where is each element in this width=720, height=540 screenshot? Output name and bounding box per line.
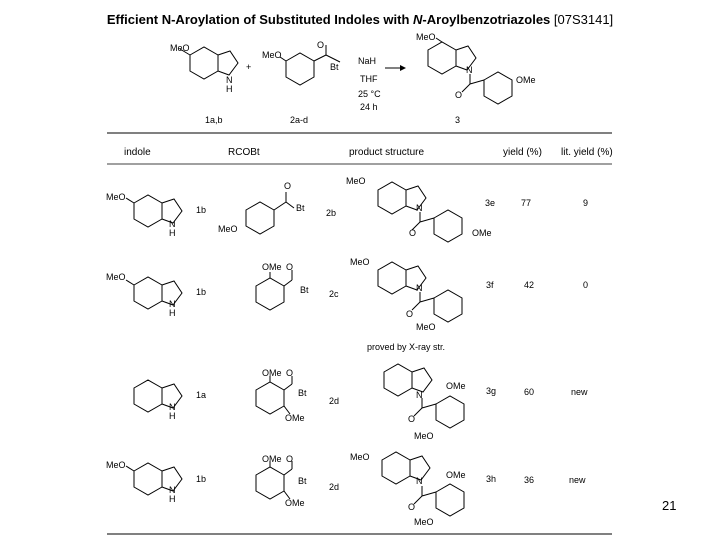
table-row — [134, 364, 588, 441]
row-yield: 36 — [524, 475, 535, 485]
title-source: [07S3141] — [553, 12, 614, 27]
row-product-label: 3f — [486, 280, 494, 290]
row-product-structure — [350, 452, 466, 527]
row-acyl-sub1: MeO — [218, 224, 238, 234]
row-acyl-structure — [256, 262, 309, 310]
row-acyl-sub2: OMe — [285, 413, 305, 423]
row-lit-yield: new — [569, 475, 586, 485]
scheme-acyl-structure — [262, 40, 340, 85]
title-italic: N — [413, 12, 423, 27]
scheme-indole-structure — [170, 43, 238, 94]
row-product-n: N — [416, 203, 423, 213]
row-indole-meo: MeO — [106, 192, 126, 202]
row-product-structure — [350, 257, 462, 332]
row-acyl-o: O — [286, 454, 294, 464]
row-acyl-bt: Bt — [296, 203, 305, 213]
scheme-product-o: O — [455, 90, 463, 100]
row-product-n: N — [416, 390, 423, 400]
row-indole-structure — [134, 380, 182, 421]
row-product-o: O — [408, 502, 416, 512]
row-product-sub2: MeO — [414, 431, 434, 441]
row-indole-n: N — [169, 299, 176, 309]
scheme-temp: 25 °C — [358, 89, 381, 99]
label-indole: 1a,b — [205, 115, 223, 125]
row-acyl-o: O — [286, 262, 294, 272]
header-yield: yield (%) — [503, 147, 542, 158]
label-acyl: 2a-d — [290, 115, 309, 125]
row-indole-n: N — [169, 485, 176, 495]
scheme-product-ome: OMe — [516, 75, 536, 85]
scheme-plus: + — [246, 62, 252, 72]
scheme-product-meo: MeO — [416, 32, 436, 42]
row-acyl-bt: Bt — [300, 285, 309, 295]
row-indole-structure — [106, 192, 182, 238]
scheme-bt: Bt — [330, 62, 339, 72]
scheme-arrowhead — [400, 65, 406, 71]
row-acyl-label: 2d — [329, 396, 340, 406]
row-acyl-structure — [256, 454, 307, 508]
row-product-meo: MeO — [350, 257, 370, 267]
row-acyl-structure — [256, 368, 307, 423]
row-acyl-sub1: OMe — [262, 368, 282, 378]
row-product-structure — [384, 364, 466, 441]
row-indole-meo: MeO — [106, 272, 126, 282]
row-product-label: 3e — [485, 198, 496, 208]
title-rest: -Aroylbenzotriazoles — [422, 12, 554, 27]
row-product-sub1: MeO — [416, 322, 436, 332]
row-indole-label: 1b — [196, 287, 207, 297]
row-product-sub1: OMe — [446, 381, 466, 391]
row-lit-yield: 9 — [583, 198, 589, 208]
row-indole-h: H — [169, 228, 176, 238]
row-indole-n: N — [169, 219, 176, 229]
row-acyl-o: O — [284, 181, 292, 191]
row-indole-n: N — [169, 402, 176, 412]
row-product-o: O — [406, 309, 414, 319]
row-product-n: N — [416, 283, 423, 293]
row-product-structure — [346, 176, 492, 242]
header-indole: indole — [124, 147, 151, 158]
row-acyl-label: 2c — [329, 289, 339, 299]
row-acyl-label: 2b — [326, 208, 337, 218]
row-product-o: O — [409, 228, 417, 238]
scheme-reagent: NaH — [358, 56, 377, 66]
row-product-meo: MeO — [350, 452, 370, 462]
row-acyl-bt: Bt — [298, 388, 307, 398]
scheme-h: H — [226, 84, 233, 94]
page-number: 21 — [662, 498, 677, 513]
row-acyl-label: 2d — [329, 482, 340, 492]
row-indole-h: H — [169, 411, 176, 421]
row-product-sub1: OMe — [472, 228, 492, 238]
row-yield: 77 — [521, 198, 532, 208]
table-row — [106, 257, 588, 352]
row-indole-label: 1b — [196, 474, 207, 484]
row-indole-h: H — [169, 494, 176, 504]
row-acyl-sub1: OMe — [262, 454, 282, 464]
scheme-solvent: THF — [360, 74, 378, 84]
row-product-sub1: OMe — [446, 470, 466, 480]
row-product-n: N — [416, 476, 423, 486]
row-acyl-bt: Bt — [298, 476, 307, 486]
table-row — [106, 452, 586, 527]
header-product: product structure — [349, 147, 425, 158]
row-acyl-o: O — [286, 368, 294, 378]
scheme-product-n: N — [466, 65, 473, 75]
table-row — [106, 176, 588, 242]
row-indole-meo: MeO — [106, 460, 126, 470]
scheme-n: N — [226, 75, 233, 85]
row-product-meo: MeO — [346, 176, 366, 186]
row-product-sub2: MeO — [414, 517, 434, 527]
scheme-time: 24 h — [360, 102, 378, 112]
row-yield: 60 — [524, 387, 535, 397]
row-indole-label: 1b — [196, 205, 207, 215]
row-acyl-sub2: OMe — [285, 498, 305, 508]
row-product-label: 3g — [486, 386, 497, 396]
row-indole-structure — [106, 460, 182, 504]
row-product-o: O — [408, 414, 416, 424]
row-indole-structure — [106, 272, 182, 318]
row-indole-label: 1a — [196, 390, 207, 400]
row-product-label: 3h — [486, 474, 497, 484]
row-yield: 42 — [524, 280, 535, 290]
row-indole-h: H — [169, 308, 176, 318]
row-acyl-structure — [218, 181, 305, 234]
scheme-o: O — [317, 40, 325, 50]
scheme-meo-b: MeO — [262, 50, 282, 60]
row-lit-yield: 0 — [583, 280, 589, 290]
header-rcobt: RCOBt — [228, 147, 260, 158]
scheme-meo-a: MeO — [170, 43, 190, 53]
row-lit-yield: new — [571, 387, 588, 397]
row-acyl-sub1: OMe — [262, 262, 282, 272]
row-note: proved by X-ray str. — [367, 342, 446, 352]
scheme-product-structure — [416, 32, 536, 104]
label-product: 3 — [455, 115, 461, 125]
title-main: Efficient N-Aroylation of Substituted Indoles with — [106, 12, 414, 27]
header-lit-yield: lit. yield (%) — [561, 147, 613, 158]
